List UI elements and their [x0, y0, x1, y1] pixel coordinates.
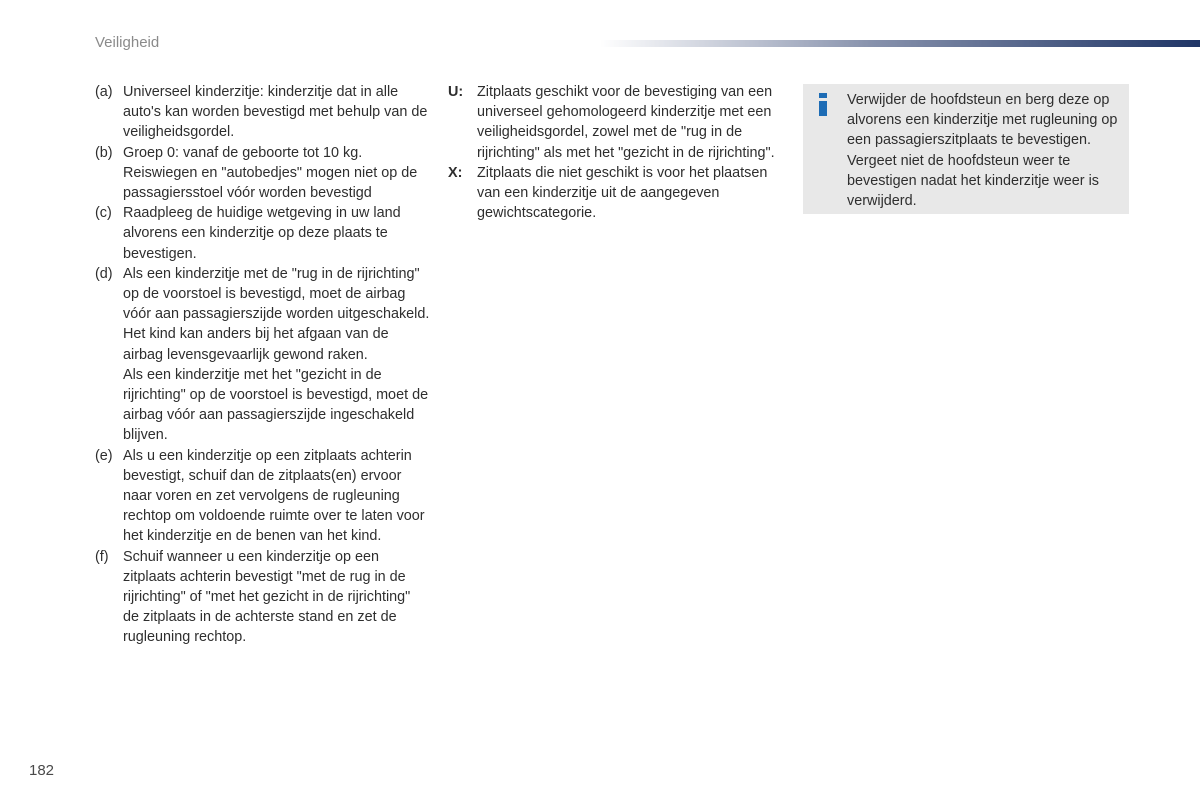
footnotes-column [95, 82, 430, 648]
footnote-marker: (c) [95, 205, 112, 222]
footnote-item [95, 264, 430, 446]
footnote-item [95, 203, 430, 264]
info-box [803, 84, 1129, 214]
footnote-marker: (d) [95, 265, 113, 282]
legend-item [448, 82, 778, 163]
footnote-item [95, 82, 430, 143]
legend-marker: U: [448, 84, 464, 100]
legend-column [448, 82, 778, 223]
footnote-marker: (a) [95, 84, 113, 100]
footnote-text: Universeel kinderzitje: kinderzitje dat in alle auto's kan worden bevestigd met behulp van de veiligheidsgordel. [123, 84, 428, 141]
legend-text: Zitplaats die niet geschikt is voor het plaatsen van een kinderzitje uit de aangegeven gewichtscategorie. [477, 164, 768, 222]
footnote-body [123, 264, 430, 446]
footnote-text: Raadpleeg de huidige wetgeving in uw land alvorens een kinderzitje op deze plaats te bevestigen. [123, 205, 401, 262]
page-number: 182 [29, 762, 55, 779]
footnote-item [95, 446, 430, 547]
footnote-text: Als u een kinderzitje op een zitplaats achterin bevestigt, schuif dan de zitplaats(en) ervoor naar voren en zet vervolgens de rugleuning rechtop om voldoende ruimte over te laten voor het kinderzitje en de benen van het kind. [123, 447, 425, 545]
header-accent-bar [600, 40, 1200, 47]
info-icon [818, 93, 828, 115]
footnote-text: Als een kinderzitje met de "rug in de rijrichting" op de voorstoel is bevestigd, moet de airbag vóór aan passagierszijde worden uitgeschakeld. Het kind kan anders bij het afgaan van de airbag levensgevaarlijk gewond raken. [123, 265, 430, 363]
section-title: Veiligheid [95, 34, 160, 51]
info-text: Verwijder de hoofdsteun en berg deze op alvorens een kinderzitje met rugleuning op een passagierszitplaats te bevestigen. Vergeet niet de hoofdsteun weer te bevestigen nadat het kinderzitje weer is verwijderd. [847, 92, 1118, 210]
footnote-marker: (e) [95, 447, 113, 464]
legend-marker: X: [448, 164, 463, 181]
legend-item [448, 163, 778, 224]
footnote-text-continued: Als een kinderzitje met het "gezicht in de rijrichting" op de voorstoel is bevestigd, moet de airbag vóór aan passagierszijde ingeschakeld blijven. [123, 366, 429, 444]
footnote-marker: (f) [95, 548, 109, 565]
footnote-marker: (b) [95, 144, 113, 161]
legend-text: Zitplaats geschikt voor de bevestiging van een universeel gehomologeerd kinderzitje met een veiligheidsgordel, zowel met de "rug in de rijrichting" als met het "gezicht in de rijrichting". [477, 84, 775, 161]
footnote-item [95, 143, 430, 204]
footnote-item [95, 547, 430, 648]
footnote-text: Groep 0: vanaf de geboorte tot 10 kg. Reiswiegen en "autobedjes" mogen niet op de passagiersstoel vóór worden bevestigd [123, 144, 418, 202]
footnote-text: Schuif wanneer u een kinderzitje op een zitplaats achterin bevestigt "met de rug in de rijrichting" of "met het gezicht in de rijrichting" de zitplaats in de achterste stand en zet de rugleuning rechtop. [123, 548, 411, 646]
